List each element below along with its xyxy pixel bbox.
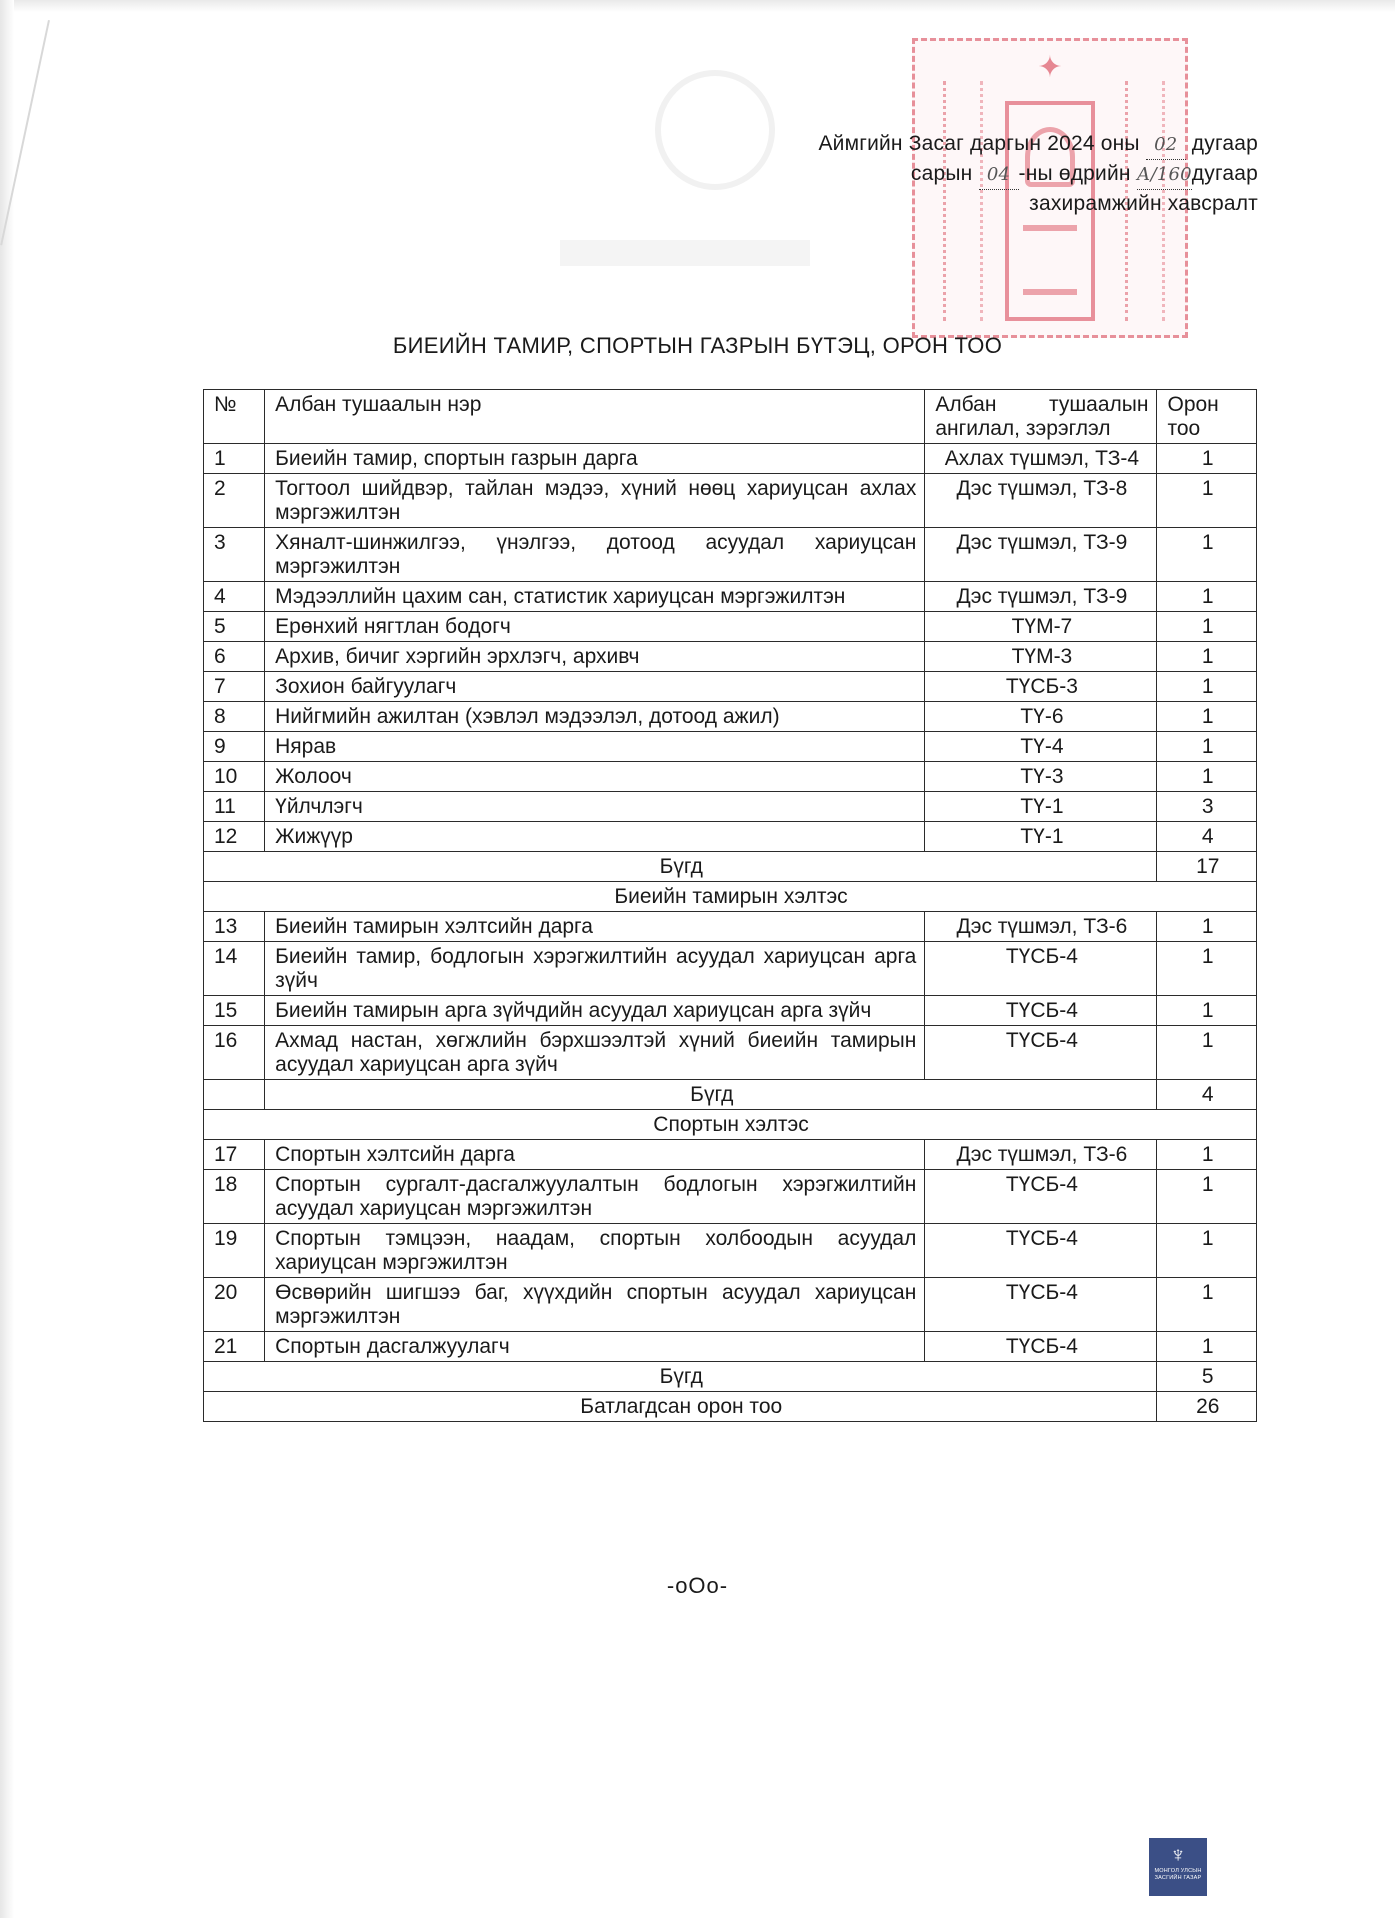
position-count: 1: [1157, 1224, 1257, 1278]
row-number: 3: [204, 528, 265, 582]
group-3-rows: [204, 1140, 1257, 1362]
row-number: 9: [204, 732, 265, 762]
position-class: Дэс түшмэл, ТЗ-9: [925, 528, 1157, 582]
logo-line-1: МОНГОЛ УЛСЫН: [1154, 1868, 1202, 1874]
position-count: 1: [1157, 1278, 1257, 1332]
position-count: 1: [1157, 1026, 1257, 1080]
table-row: [204, 996, 1257, 1026]
row-number: 21: [204, 1332, 265, 1362]
row-number: 18: [204, 1170, 265, 1224]
table-row: [204, 912, 1257, 942]
total-count: 4: [1157, 1080, 1257, 1110]
position-class: ТҮМ-3: [925, 642, 1157, 672]
position-class: ТҮСБ-4: [925, 1026, 1157, 1080]
table-row: [204, 1140, 1257, 1170]
position-count: 1: [1157, 1170, 1257, 1224]
row-number: 5: [204, 612, 265, 642]
position-class: ТҮМ-7: [925, 612, 1157, 642]
end-mark: -oOo-: [666, 1573, 729, 1598]
staff-table: [203, 389, 1257, 1422]
position-class: ТҮ-6: [925, 702, 1157, 732]
table-row: [204, 612, 1257, 642]
position-name: Өсвөрийн шигшээ баг, хүүхдийн спортын асуудал хариуцсан мэргэжилтэн: [265, 1278, 925, 1332]
attachment-header: [818, 130, 1258, 218]
position-count: 3: [1157, 792, 1257, 822]
stamp-star-icon: ✦: [1037, 51, 1063, 84]
position-name: Нийгмийн ажилтан (хэвлэл мэдээлэл, дотоод ажил): [265, 702, 925, 732]
table-row: [204, 792, 1257, 822]
row-number: 8: [204, 702, 265, 732]
row-number: 15: [204, 996, 265, 1026]
total-row: [204, 1362, 1257, 1392]
position-class: ТҮ-1: [925, 822, 1157, 852]
table-row: [204, 702, 1257, 732]
section-row: [204, 1110, 1257, 1140]
header-fill-number: А/160: [1137, 161, 1192, 190]
position-class: ТҮСБ-4: [925, 1332, 1157, 1362]
total-count: 17: [1157, 852, 1257, 882]
total-label: Бүгд: [204, 1362, 1157, 1392]
position-count: 1: [1157, 996, 1257, 1026]
position-count: 1: [1157, 612, 1257, 642]
section-row: [204, 882, 1257, 912]
position-name: Биеийн тамирын хэлтсийн дарга: [265, 912, 925, 942]
position-name: Спортын хэлтсийн дарга: [265, 1140, 925, 1170]
watermark-emblem: [655, 70, 775, 190]
position-count: 1: [1157, 582, 1257, 612]
position-class: ТҮ-3: [925, 762, 1157, 792]
position-class: ТҮСБ-4: [925, 996, 1157, 1026]
table-header-row: [204, 390, 1257, 444]
position-count: 1: [1157, 1332, 1257, 1362]
position-name: Жижүүр: [265, 822, 925, 852]
table-row: [204, 1170, 1257, 1224]
header-class: Албан тушаалын ангилал, зэрэглэл: [925, 390, 1157, 444]
position-name: Спортын тэмцээн, наадам, спортын холбоодын асуудал хариуцсан мэргэжилтэн: [265, 1224, 925, 1278]
position-count: 1: [1157, 672, 1257, 702]
logo-line-2: ЗАСГИЙН ГАЗАР: [1154, 1875, 1202, 1881]
position-name: Биеийн тамир, спортын газрын дарга: [265, 444, 925, 474]
table-row: [204, 672, 1257, 702]
position-count: 1: [1157, 474, 1257, 528]
position-name: Үйлчлэгч: [265, 792, 925, 822]
empty-cell: [204, 1080, 265, 1110]
header-fill-month: 02: [1146, 131, 1186, 160]
position-name: Спортын сургалт-дасгалжуулалтын бодлогын хэрэгжилтийн асуудал хариуцсан мэргэжилтэн: [265, 1170, 925, 1224]
position-count: 1: [1157, 702, 1257, 732]
header-fill-day: 04: [979, 161, 1019, 190]
soyombo-emblem-icon: ♆: [1169, 1842, 1187, 1867]
position-class: ТҮ-1: [925, 792, 1157, 822]
grand-total-count: 26: [1157, 1392, 1257, 1422]
position-name: Ахмад настан, хөгжлийн бэрхшээлтэй хүний биеийн тамирын асуудал хариуцсан арга зүйч: [265, 1026, 925, 1080]
total-label: Бүгд: [265, 1080, 1157, 1110]
position-name: Биеийн тамир, бодлогын хэрэгжилтийн асуудал хариуцсан арга зүйч: [265, 942, 925, 996]
government-logo: [1149, 1838, 1207, 1896]
total-row: [204, 852, 1257, 882]
row-number: 7: [204, 672, 265, 702]
table-row: [204, 1332, 1257, 1362]
position-count: 1: [1157, 912, 1257, 942]
position-count: 1: [1157, 762, 1257, 792]
position-class: ТҮСБ-4: [925, 1278, 1157, 1332]
position-name: Спортын дасгалжуулагч: [265, 1332, 925, 1362]
section-title: Спортын хэлтэс: [204, 1110, 1257, 1140]
document-title: БИЕИЙН ТАМИР, СПОРТЫН ГАЗРЫН БҮТЭЦ, ОРОН ТОО: [392, 333, 1003, 358]
scan-edge-left: [0, 0, 14, 1918]
total-count: 5: [1157, 1362, 1257, 1392]
header-count: Орон тоо: [1157, 390, 1257, 444]
watermark-letterhead: [560, 240, 810, 266]
table-row: [204, 444, 1257, 474]
grand-total-label: Батлагдсан орон тоо: [204, 1392, 1157, 1422]
position-count: 4: [1157, 822, 1257, 852]
row-number: 10: [204, 762, 265, 792]
position-count: 1: [1157, 942, 1257, 996]
position-class: Ахлах түшмэл, ТЗ-4: [925, 444, 1157, 474]
group-2-rows: [204, 912, 1257, 1080]
position-class: Дэс түшмэл, ТЗ-8: [925, 474, 1157, 528]
row-number: 20: [204, 1278, 265, 1332]
row-number: 14: [204, 942, 265, 996]
position-name: Ерөнхий нягтлан бодогч: [265, 612, 925, 642]
table-row: [204, 1278, 1257, 1332]
position-class: ТҮСБ-4: [925, 1224, 1157, 1278]
position-name: Биеийн тамирын арга зүйчдийн асуудал хариуцсан арга зүйч: [265, 996, 925, 1026]
position-name: Мэдээллийн цахим сан, статистик хариуцсан мэргэжилтэн: [265, 582, 925, 612]
header-name: Албан тушаалын нэр: [265, 390, 925, 444]
position-class: ТҮСБ-4: [925, 1170, 1157, 1224]
position-name: Архив, бичиг хэргийн эрхлэгч, архивч: [265, 642, 925, 672]
table-row: [204, 1026, 1257, 1080]
row-number: 2: [204, 474, 265, 528]
position-class: ТҮСБ-3: [925, 672, 1157, 702]
position-class: ТҮ-4: [925, 732, 1157, 762]
row-number: 11: [204, 792, 265, 822]
position-count: 1: [1157, 528, 1257, 582]
row-number: 6: [204, 642, 265, 672]
table-row: [204, 762, 1257, 792]
position-count: 1: [1157, 642, 1257, 672]
row-number: 13: [204, 912, 265, 942]
table-row: [204, 732, 1257, 762]
position-class: ТҮСБ-4: [925, 942, 1157, 996]
row-number: 16: [204, 1026, 265, 1080]
scan-edge-top: [0, 0, 1395, 12]
table-row: [204, 822, 1257, 852]
table-row: [204, 474, 1257, 528]
group-1-rows: [204, 444, 1257, 852]
grand-total-row: [204, 1392, 1257, 1422]
row-number: 17: [204, 1140, 265, 1170]
position-name: Жолооч: [265, 762, 925, 792]
table-row: [204, 528, 1257, 582]
position-name: Зохион байгуулагч: [265, 672, 925, 702]
position-name: Тогтоол шийдвэр, тайлан мэдээ, хүний нөөц хариуцсан ахлах мэргэжилтэн: [265, 474, 925, 528]
header-line-1: Аймгийн Засаг даргын 2024 оны 02 дугаар: [818, 130, 1258, 160]
row-number: 1: [204, 444, 265, 474]
row-number: 4: [204, 582, 265, 612]
position-class: Дэс түшмэл, ТЗ-6: [925, 912, 1157, 942]
row-number: 19: [204, 1224, 265, 1278]
position-class: Дэс түшмэл, ТЗ-9: [925, 582, 1157, 612]
header-line-2: сарын 04 -ны өдрийн А/160дугаар: [818, 160, 1258, 190]
table-row: [204, 582, 1257, 612]
total-row: [204, 1080, 1257, 1110]
table-row: [204, 1224, 1257, 1278]
position-count: 1: [1157, 444, 1257, 474]
section-title: Биеийн тамирын хэлтэс: [204, 882, 1257, 912]
header-line-3: захирамжийн хавсралт: [1029, 192, 1258, 215]
table-row: [204, 942, 1257, 996]
position-count: 1: [1157, 732, 1257, 762]
header-no: №: [204, 390, 265, 444]
position-count: 1: [1157, 1140, 1257, 1170]
position-name: Хяналт-шинжилгээ, үнэлгээ, дотоод асуудал хариуцсан мэргэжилтэн: [265, 528, 925, 582]
position-class: Дэс түшмэл, ТЗ-6: [925, 1140, 1157, 1170]
row-number: 12: [204, 822, 265, 852]
total-label: Бүгд: [204, 852, 1157, 882]
position-name: Нярав: [265, 732, 925, 762]
table-row: [204, 642, 1257, 672]
